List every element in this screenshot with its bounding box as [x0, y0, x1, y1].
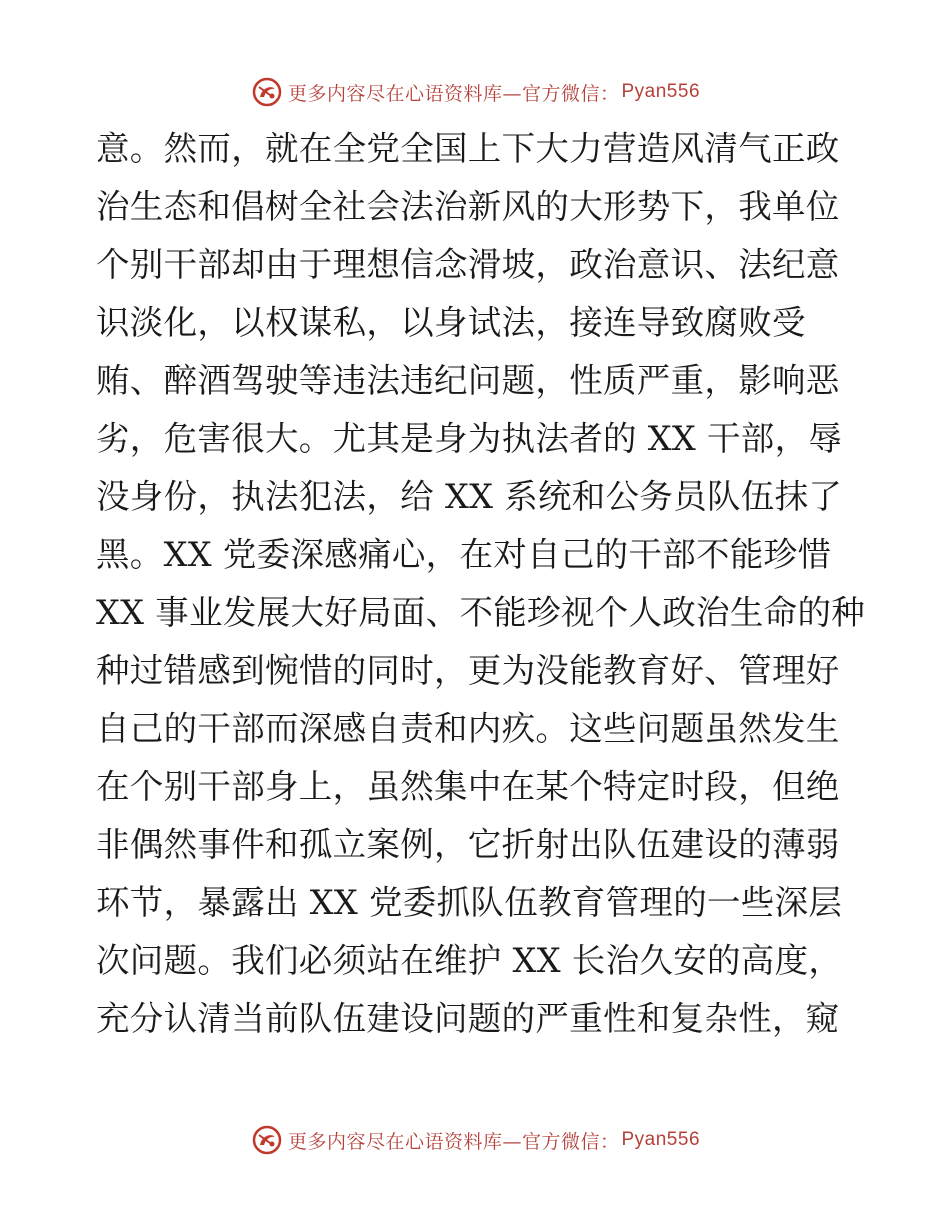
- paragraph-line: 自己的干部而深感自责和内疚。这些问题虽然发生: [96, 709, 840, 748]
- paragraph-line: XX 事业发展大好局面、不能珍视个人政治生命的种: [96, 593, 866, 632]
- paragraph-line: 个别干部却由于理想信念滑坡，政治意识、法纪意: [96, 245, 840, 284]
- paragraph-line: 环节，暴露出 XX 党委抓队伍教育管理的一些深层: [96, 883, 843, 922]
- footer-contact: Pyan556: [621, 1129, 701, 1150]
- paragraph-line: 充分认清当前队伍建设问题的严重性和复杂性，窥: [96, 999, 840, 1038]
- paragraph-line: 治生态和倡树全社会法治新风的大形势下，我单位: [96, 187, 840, 226]
- document-body: [96, 120, 866, 1048]
- paragraph-line: 种过错感到惋惜的同时，更为没能教育好、管理好: [96, 651, 840, 690]
- header-contact: Pyan556: [621, 81, 701, 102]
- paragraph-line: 没身份，执法犯法，给 XX 系统和公务员队伍抹了: [96, 477, 843, 516]
- red-swirl-logo-icon: [250, 1123, 284, 1157]
- paragraph-line: 在个别干部身上，虽然集中在某个特定时段，但绝: [96, 767, 840, 806]
- paragraph-line: 黑。XX 党委深感痛心，在对自己的干部不能珍惜: [96, 535, 832, 574]
- paragraph-line: 劣，危害很大。尤其是身为执法者的 XX 干部，辱: [96, 419, 843, 458]
- header-brand-text: 更多内容尽在心语资料库—官方微信：: [287, 82, 620, 105]
- footer-brand-text: 更多内容尽在心语资料库—官方微信：: [287, 1130, 620, 1153]
- footer-watermark: [0, 1120, 950, 1160]
- header-watermark: [0, 72, 950, 112]
- paragraph-line: 贿、醉酒驾驶等违法违纪问题，性质严重，影响恶: [96, 361, 840, 400]
- paragraph-line: 意。然而，就在全党全国上下大力营造风清气正政: [96, 129, 840, 168]
- paragraph-line: 次问题。我们必须站在维护 XX 长治久安的高度，: [96, 941, 843, 980]
- paragraph-line: 识淡化，以权谋私，以身试法，接连导致腐败受: [96, 303, 806, 342]
- paragraph-line: 非偶然事件和孤立案例，它折射出队伍建设的薄弱: [96, 825, 840, 864]
- red-swirl-logo-icon: [250, 75, 284, 109]
